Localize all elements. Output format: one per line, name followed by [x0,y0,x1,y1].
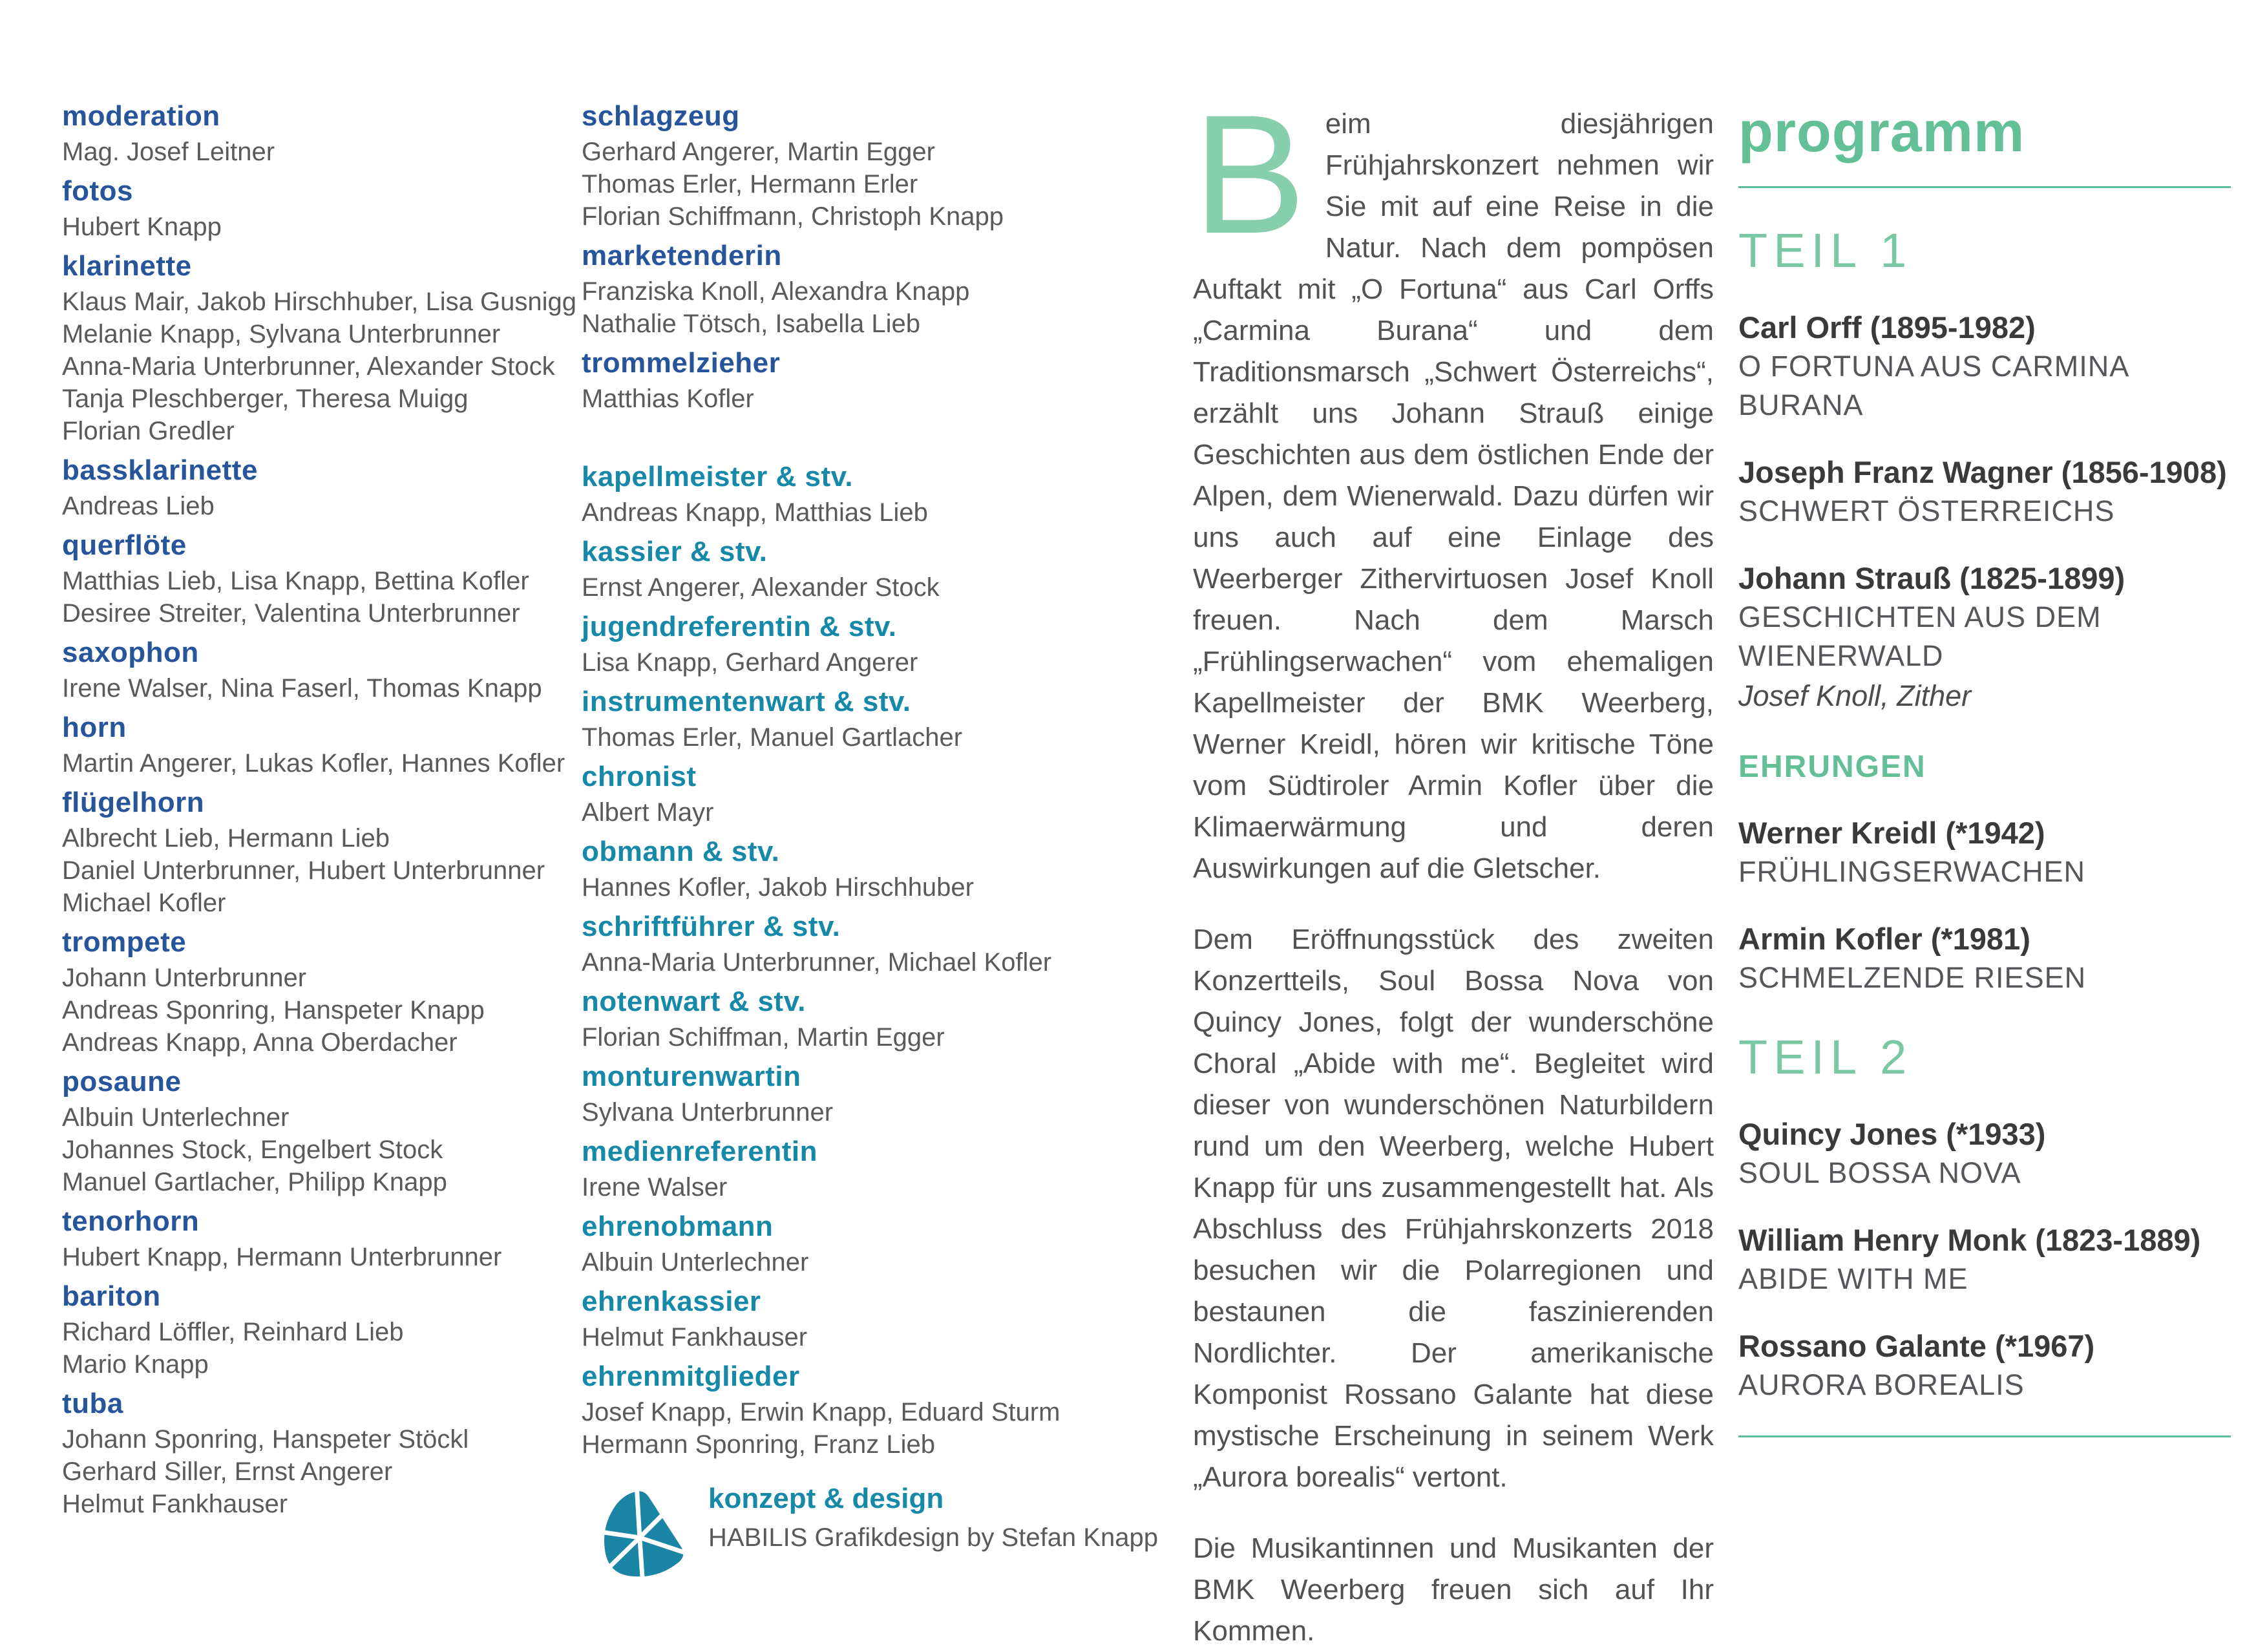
role-name-line: Albrecht Lieb, Hermann Lieb [62,824,390,852]
role-name-line: Johannes Stock, Engelbert Stock [62,1136,443,1164]
role-heading: medienreferentin [582,1136,817,1167]
role-heading: bassklarinette [62,454,258,486]
program-piece [1738,1221,2231,1298]
role-section [582,1138,1099,1203]
program-piece [1738,1327,2231,1404]
piece-performer-note: Josef Knoll, Zither [1738,679,1972,712]
role-section [582,102,1099,233]
role-name-line: Thomas Erler, Hermann Erler [582,170,918,198]
role-heading: klarinette [62,250,192,282]
role-section [582,838,1099,904]
role-names [582,871,1099,904]
role-section [62,102,573,168]
role-name-line: Albuin Unterlechner [62,1103,290,1132]
role-heading: ehrenobmann [582,1211,774,1242]
role-name-line: Andreas Knapp, Matthias Lieb [582,498,928,527]
role-names [582,1171,1099,1203]
piece-composer: William Henry Monk (1823-1889) [1738,1223,2201,1257]
role-names [582,1396,1099,1461]
role-heading: posaune [62,1066,182,1097]
role-section [62,714,573,779]
role-heading: schlagzeug [582,100,740,132]
role-name-line: Irene Walser [582,1173,728,1202]
role-section [62,639,573,704]
role-names [582,1321,1099,1353]
role-section [62,531,573,630]
role-names [62,565,573,630]
role-name-line: Albuin Unterlechner [582,1248,809,1276]
program-piece [1738,814,2231,891]
role-heading: kassier & stv. [582,536,768,567]
role-section [62,456,573,522]
article-paragraph-3: Die Musikantinnen und Musikanten der BMK Weerberg freuen sich auf Ihr Kommen. [1193,1532,1714,1647]
role-name-line: Albert Mayr [582,798,714,827]
program-list [1738,224,2231,1404]
role-name-line: Andreas Sponring, Hanspeter Knapp [62,996,485,1024]
role-names [62,211,573,243]
role-names [582,1096,1099,1128]
article-paragraph-1 [1193,79,1714,889]
role-name-line: Johann Sponring, Hanspeter Stöckl [62,1425,469,1454]
role-name-line: Daniel Unterbrunner, Hubert Unterbrunner [62,856,545,885]
piece-composer: Werner Kreidl (*1942) [1738,816,2045,850]
program-column [1738,100,2231,1437]
role-name-line: Mario Knapp [62,1350,209,1379]
role-section [582,463,1099,529]
role-names [582,721,1099,754]
piece-composer: Carl Orff (1895-1982) [1738,310,2036,344]
role-name-line: Hubert Knapp, Hermann Unterbrunner [62,1243,502,1271]
habilis-logo-icon [597,1489,688,1586]
role-name-line: Anna-Maria Unterbrunner, Michael Kofler [582,948,1052,977]
role-names [62,1241,573,1273]
role-name-line: Mag. Josef Leitner [62,138,275,166]
program-piece [1738,1115,2231,1192]
role-name-line: Anna-Maria Unterbrunner, Alexander Stock [62,352,555,381]
role-names [62,136,573,168]
role-name-line: Gerhard Siller, Ernst Angerer [62,1457,393,1486]
role-name-line: Klaus Mair, Jakob Hirschhuber, Lisa Gusnigg [62,288,576,316]
role-name-line: Hermann Sponring, Franz Lieb [582,1430,935,1459]
role-name-line: Irene Walser, Nina Faserl, Thomas Knapp [62,674,542,703]
group-gap [582,424,1099,463]
dropcap-letter: B [1193,79,1306,269]
article-column [1193,79,1714,1652]
role-heading: horn [62,712,127,743]
role-heading: querflöte [62,529,187,561]
program-piece [1738,453,2231,531]
role-section [582,1063,1099,1128]
role-names [62,822,573,919]
role-section [62,1282,573,1381]
program-piece [1738,559,2231,715]
piece-work-title: FRÜHLINGSERWACHEN [1738,855,2086,888]
role-heading: kapellmeister & stv. [582,461,854,492]
role-names [582,136,1099,233]
design-credit [582,1483,1158,1593]
role-name-line: Manuel Gartlacher, Philipp Knapp [62,1168,447,1196]
role-heading: ehrenkassier [582,1286,761,1317]
article-paragraph-1-text: eim diesjährigen Frühjahrskonzert nehmen wir Sie mit auf eine Reise in die Natur. Nach dem pompösen Auftakt mit „O Fortuna“ aus Carl Orffs „Carmina Burana“ und dem Traditionsmarsch „Schwert Österreichs“, erzählt uns Johann Strauß einige Geschichten aus dem östlichen Ende der Alpen, dem Wienerwald. Dazu dürfen wir uns auch auf eine Einlage des Weerberger Zithervirtuosen Josef Knoll freuen. Nach dem Marsch „Frühlingserwachen“ vom ehemaligen Kapellmeister der BMK Weerberg, Werner Kreidl, hören wir kritische Töne vom Südtiroler Armin Kofler über die Klimaerwärmung und deren Auswirkungen auf die Gletscher. [1193,108,1714,884]
role-names [582,646,1099,679]
program-part-label: TEIL 1 [1738,224,1913,277]
role-names [62,1423,573,1520]
role-names [582,571,1099,604]
role-name-line: Melanie Knapp, Sylvana Unterbrunner [62,320,501,348]
role-heading: saxophon [62,637,199,668]
piece-work-title: SCHWERT ÖSTERREICHS [1738,494,2115,527]
role-heading: flügelhorn [62,787,205,818]
role-names [582,275,1099,340]
role-names [62,1101,573,1198]
role-section [582,349,1099,415]
credit-name: HABILIS Grafikdesign by Stefan Knapp [708,1523,1158,1552]
role-name-line: Ernst Angerer, Alexander Stock [582,573,940,602]
role-name-line: Florian Gredler [62,417,235,445]
program-piece [1738,920,2231,997]
role-name-line: Hubert Knapp [62,213,222,241]
role-names [582,496,1099,529]
role-name-line: Florian Schiffman, Martin Egger [582,1023,945,1052]
role-heading: tenorhorn [62,1205,200,1237]
role-names [62,747,573,779]
piece-composer: Rossano Galante (*1967) [1738,1329,2095,1363]
role-name-line: Hannes Kofler, Jakob Hirschhuber [582,873,974,902]
role-name-line: Helmut Fankhauser [582,1323,808,1351]
credit-heading: konzept & design [708,1483,944,1514]
role-name-line: Josef Knapp, Erwin Knapp, Eduard Sturm [582,1398,1060,1426]
role-name-line: Richard Löffler, Reinhard Lieb [62,1318,404,1346]
role-names [62,1316,573,1381]
piece-composer: Joseph Franz Wagner (1856-1908) [1738,455,2227,489]
role-heading: trommelzieher [582,347,781,379]
piece-work-title: ABIDE WITH ME [1738,1262,1968,1295]
role-section [582,538,1099,604]
role-section [582,613,1099,679]
role-heading: obmann & stv. [582,836,780,867]
piece-composer: Armin Kofler (*1981) [1738,922,2030,956]
roster-column-1 [62,100,576,1529]
role-heading: bariton [62,1280,161,1312]
role-name-line: Matthias Lieb, Lisa Knapp, Bettina Kofler [62,567,529,595]
role-heading: instrumentenwart & stv. [582,686,911,717]
role-name-line: Thomas Erler, Manuel Gartlacher [582,723,963,752]
piece-work-title: SOUL BOSSA NOVA [1738,1156,2021,1189]
program-section-heading: EHRUNGEN [1738,750,1926,784]
program-part-label: TEIL 2 [1738,1030,1913,1084]
role-section [582,913,1099,979]
roster-music-group [582,102,1099,415]
piece-work-title: GESCHICHTEN AUS DEM [1738,600,2102,633]
role-name-line: Gerhard Angerer, Martin Egger [582,138,935,166]
role-section [62,928,573,1059]
role-heading: jugendreferentin & stv. [582,611,897,642]
role-section [582,1213,1099,1278]
role-section [62,250,576,447]
role-section [582,988,1099,1054]
program-piece [1738,308,2231,425]
article-paragraph-2: Dem Eröffnungsstück des zweiten Konzertteils, Soul Bossa Nova von Quincy Jones, folgt der wunderschöne Choral „Abide with me“. Begleitet wird dieser von wunderschönen Naturbildern rund um den Weerberg, welche Hubert Knapp für uns zusammengestellt hat. Als Abschluss des Frühjahrskonzerts 2018 besuchen wir die Polarregionen und bestaunen die faszinierenden Nordlichter. Der amerikanische Komponist Rossano Galante hat diese mystische Erscheinung in seinem Werk „Aurora borealis“ vertont. [1193,924,1714,1493]
piece-work-title: O FORTUNA AUS CARMINA BURANA [1738,350,2128,421]
role-name-line: Matthias Kofler [582,385,754,413]
role-name-line: Tanja Pleschberger, Theresa Muigg [62,385,469,413]
piece-composer: Quincy Jones (*1933) [1738,1117,2046,1151]
role-name-line: Sylvana Unterbrunner [582,1098,834,1127]
role-heading: tuba [62,1388,123,1419]
divider-bottom [1738,1435,2231,1437]
role-names [582,946,1099,979]
role-section [582,242,1099,340]
piece-work-title: WIENERWALD [1738,639,1944,672]
role-heading: fotos [62,175,134,207]
role-name-line: Franziska Knoll, Alexandra Knapp [582,277,970,306]
role-names [582,796,1099,829]
role-section [62,1390,573,1520]
program-title: programm [1738,100,2025,164]
role-heading: trompete [62,926,187,958]
roster-committee-group [582,463,1099,1461]
role-names [582,1021,1099,1054]
role-name-line: Johann Unterbrunner [62,964,307,992]
piece-work-title: SCHMELZENDE RIESEN [1738,961,2087,994]
role-heading: ehrenmitglieder [582,1361,800,1392]
role-name-line: Desiree Streiter, Valentina Unterbrunner [62,599,520,628]
role-heading: schriftführer & stv. [582,911,841,942]
role-heading: monturenwartin [582,1061,801,1092]
role-section [582,1287,1099,1353]
role-names [62,286,576,447]
role-section [582,763,1099,829]
role-names [582,1246,1099,1278]
role-name-line: Lisa Knapp, Gerhard Angerer [582,648,918,677]
role-names [582,383,1099,415]
roster-column-2 [582,100,1158,1593]
piece-composer: Johann Strauß (1825-1899) [1738,561,2125,595]
role-section [62,1068,573,1198]
role-section [62,789,573,919]
role-heading: marketenderin [582,240,782,271]
role-section [582,688,1099,754]
role-heading: moderation [62,100,220,132]
role-name-line: Nathalie Tötsch, Isabella Lieb [582,310,921,338]
role-name-line: Michael Kofler [62,889,226,917]
role-section [582,1362,1099,1461]
role-section [62,177,573,243]
piece-work-title: AURORA BOREALIS [1738,1368,2025,1401]
role-name-line: Andreas Knapp, Anna Oberdacher [62,1028,458,1057]
role-names [62,490,573,522]
role-names [62,962,573,1059]
divider-top [1738,186,2231,188]
role-section [62,1207,573,1273]
role-name-line: Andreas Lieb [62,492,215,520]
role-names [62,672,573,704]
role-name-line: Helmut Fankhauser [62,1490,288,1518]
role-heading: notenwart & stv. [582,986,807,1017]
role-heading: chronist [582,761,697,792]
role-name-line: Florian Schiffmann, Christoph Knapp [582,202,1004,231]
role-name-line: Martin Angerer, Lukas Kofler, Hannes Kofler [62,749,565,778]
